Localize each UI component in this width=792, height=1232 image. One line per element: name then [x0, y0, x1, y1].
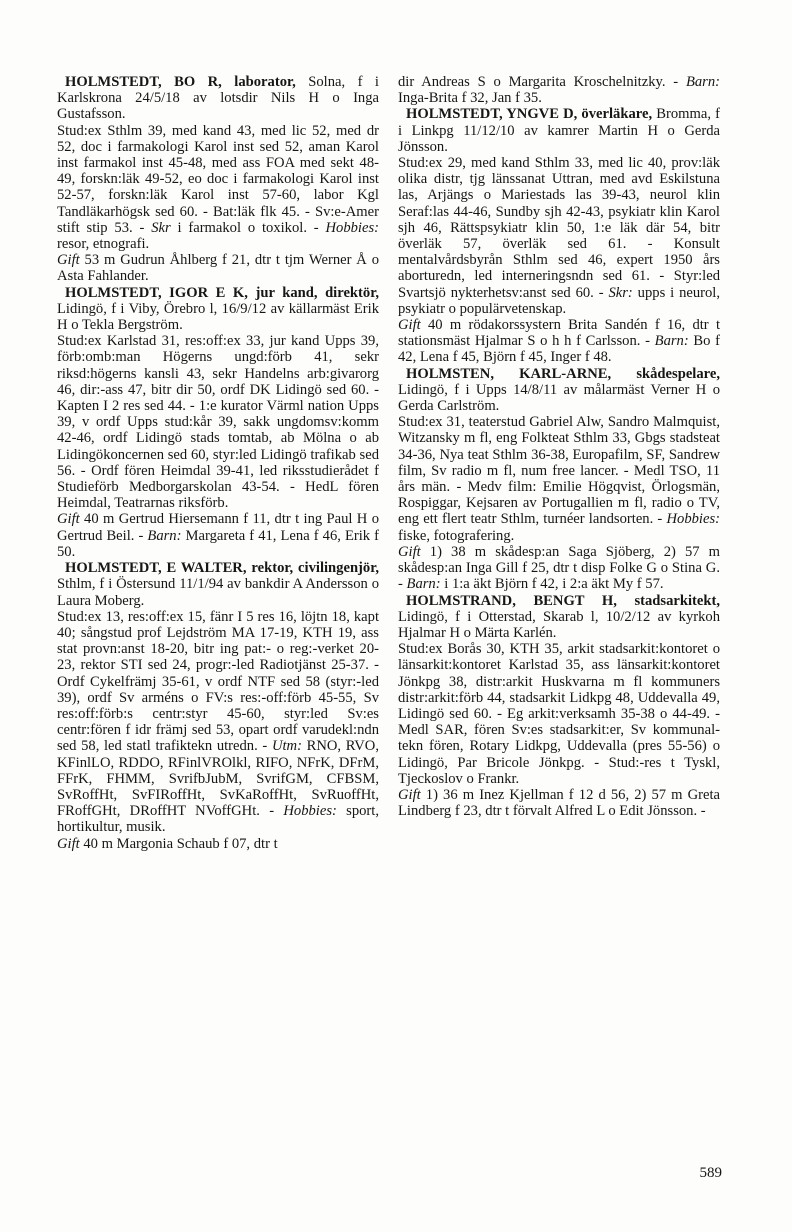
hobbies-label: Hobbies: [283, 803, 337, 820]
skr-label: Skr [151, 219, 171, 236]
gift-text: 53 m Gudrun Åhlberg f 21, dtr t tjm Werner Å o Asta Fahlander. [57, 252, 379, 285]
utm-label: Utm: [271, 738, 302, 755]
barn-text: Bo f 42, Lena f 45, Björn f 45, Inger f 48. [398, 333, 720, 366]
skr-text: upps i neurol, psykiatr o populärvetenskap. [398, 284, 720, 317]
entry-birth: Lidingö, f i Upps 14/8/11 av målarmäst Verner H o Gerda Carlström. [398, 381, 720, 415]
entry-intro [57, 74, 379, 123]
entry-study: Stud:ex Borås 30, KTH 35, arkit stadsarkit:kontoret o länsarkit:kontoret Karlstad 35, ass länsarkit:kontoret Jönkpg 38, distr:arkit Huskvarna m fl kommuners distr:arkit:förb 44, stadsarkit Lidkpg 48, Uddevalla 49, Lidingö sed 60. - Eg arkit:verksamh 35-38 o 44-49. - Medl SAR, fören Sv:es stadsarkit:er, Sv kommunal-tekn fören, Rotary Lidkpg, Uddevalla (pres 55-56) o Lidingö, Par Bricole Jönkpg. - Stud:-res t Tyskl, Tjeckoslov o Frankr. [398, 641, 720, 787]
barn-label: Barn: [685, 74, 721, 90]
entry-intro [398, 106, 720, 155]
entry-study-text: Stud:ex 13, res:off:ex 15, fänr I 5 res 16, löjtn 18, kapt 40; sångstud prof Lejdström MA 17-19, KTH 19, ass stat provn:anst 18-20, bitr ing pat:- o reg:-verket 20-23, rektor STI sed 24, progr:-led Radiotjänst 25-37. - Ordf Cykelfrämj 35-61, v ordf NTF sed 58 (styr:-led 39), ordf Sv arméns o FV:s res:-off:förb 45-55, Sv res:off:förb:s centr:styr 45-60, styr:led Sv:es centr:fören f idr främj sed 53, opart ordf varudekl:ndn sed 58, led statl trafiktekn utredn. - [57, 608, 379, 755]
gift-label: Gift [398, 786, 421, 803]
entry-continuation [398, 74, 720, 106]
barn-text: i 1:a äkt Björn f 42, i 2:a äkt My f 57. [440, 576, 664, 593]
left-column [57, 74, 379, 852]
gift-text: 40 m Gertrud Hiersemann f 11, dtr t ing Paul H o Gertrud Beil. - [57, 511, 379, 544]
entry-study-text: Stud:ex 29, med kand Sthlm 33, med lic 40, prov:läk olika distr, tjg länssanat Uttran, med avd Eskilstuna las, Arjängs o Mariestads las 39-43, neurol klin Seraf:las 44-46, Sundby sjh 42-43, psykiatr klin Karol sjh 46, Rättspsykiatr klin 50, 1:e läk där 54, bitr överläk 57, överläk sed 61. - Konsult mentalvårdsbyrån Sthlm sed 46, expert 1950 års aborturedn, led interneringsndn sed 61. - Styr:led Svartsjö nykterhetsv:anst sed 60. - [398, 155, 720, 301]
barn-label: Barn: [147, 527, 182, 544]
entry-holmstedt-bo [57, 74, 379, 285]
entry-intro [57, 560, 379, 609]
gift-text: 1) 36 m Inez Kjellman f 12 d 56, 2) 57 m Greta Lindberg f 23, dtr t förvalt Alfred L o Edit Jönsson. - [398, 786, 720, 820]
entry-heading: HOLMSTEDT, IGOR E K, jur kand, direktör, [65, 284, 379, 301]
entry-study-text: Stud:ex Sthlm 39, med kand 43, med lic 52, med dr 52, doc i farmakologi Karol inst sed 52, aman Karol inst farmakol inst 45-48, med ass FOA med sekt 48-49, forskn:läk 49-52, eo doc i farmakologi Karol inst 52-57, forskn:läk Karol inst 57-60, labor Kgl Tandläkarhögsk sed 60. - Bat:läk flk 45. - Sv:e-Amer stift stip 53. - [57, 122, 379, 236]
entry-marriage [57, 252, 379, 284]
page-number: 589 [699, 1165, 722, 1181]
entry-birth: Solna, f i Karlskrona 24/5/18 av lotsdir Nils H o Inga Gustafsson. [57, 74, 379, 123]
entry-study [398, 414, 720, 544]
entry-birth: Lidingö, f i Otterstad, Skarab l, 10/2/12 av kyrkoh Hjalmar H o Märta Karlén. [398, 608, 720, 641]
gift-label: Gift [398, 317, 421, 334]
barn-text: Margareta f 41, Lena f 46, Erik f 50. [57, 527, 379, 560]
hobbies-text: fiske, fotografering. [398, 527, 515, 544]
entry-holmstedt-yngve [398, 106, 720, 365]
entry-heading: HOLMSTEDT, E WALTER, rektor, civilingenjör, [65, 560, 379, 577]
right-column [398, 74, 720, 819]
entry-holmstrand-bengt [398, 593, 720, 820]
barn-label: Barn: [654, 333, 689, 350]
barn-label: Barn: [406, 576, 441, 593]
entry-marriage [57, 511, 379, 560]
entry-heading: HOLMSTEDT, BO R, laborator, [65, 74, 296, 90]
skr-label: Skr: [608, 284, 633, 301]
entry-intro [398, 593, 720, 642]
skr-text: i farmakol o toxikol. - [170, 219, 319, 236]
barn-text: Inga-Brita f 32, Jan f 35. [398, 90, 542, 107]
entry-birth: Lidingö, f i Viby, Örebro l, 16/9/12 av källarmäst Erik H o Tekla Bergström. [57, 300, 379, 334]
gift-label: Gift [398, 543, 421, 560]
entry-holmstedt-walter [57, 560, 379, 852]
gift-text: 40 m Margonia Schaub f 07, dtr t [79, 835, 278, 852]
entry-study: Stud:ex Karlstad 31, res:off:ex 33, jur kand Upps 39, förb:omb:man Högerns ungd:förb 41, sekr riksd:högerns kansli 43, sekr Handelns arb:givarorg 46, dir:-ass 47, bitr dir 50, ordf DK Lidingö sed 60. - Kapten I 2 res sed 44. - 1:e kurator Värml nation Upps 39, v ordf Upps stud:kår 39, sakk ungdomsv:komm 42-46, ordf Lidingö stads tomtab, ab Mölna o ab Lidingökoncernen sed 60, styr:led Lidingö trafikab sed 56. - Ordf fören Heimdal 39-41, led riksstudierådet f Studieförb Medborgarskolan 43-54. - HedL fören Heimdal, Teatrarnas riksförb. [57, 333, 379, 512]
gift-text: 40 m rödakorssystern Brita Sandén f 16, dtr t stationsmäst Hjalmar S o h h f Carlsson. - [398, 317, 720, 350]
entry-study [57, 609, 379, 836]
entry-marriage [398, 317, 720, 366]
entry-holmstedt-igor [57, 285, 379, 560]
entry-marriage [398, 787, 720, 819]
entry-study [57, 123, 379, 253]
gift-text: 1) 38 m skådesp:an Saga Sjöberg, 2) 57 m skådesp:an Inga Gill f 25, dtr t disp Folke G o Stina G. - [398, 543, 720, 593]
continuation-text: dir Andreas S o Margarita Kroschelnitzky. - [398, 74, 679, 90]
gift-label: Gift [57, 252, 80, 269]
entry-holmsten-karl-arne [398, 366, 720, 593]
entry-birth: Bromma, f i Linkpg 11/12/10 av kamrer Martin H o Gerda Jönsson. [398, 106, 720, 155]
gift-label: Gift [57, 511, 80, 528]
entry-study [398, 155, 720, 317]
entry-marriage [57, 836, 379, 852]
entry-marriage [398, 544, 720, 593]
entry-intro [398, 366, 720, 415]
hobbies-label: Hobbies: [666, 511, 720, 528]
hobbies-text: resor, etnografi. [57, 236, 150, 253]
utm-text: RNO, RVO, KFinlLO, RDDO, RFinlVROlkl, RIFO, NFrK, DFrM, FFrK, FHMM, SvrifbJubM, SvrifGM, CFBSM, SvRoffHt, SvFIRoffHt, SvKaRoffHt, SvRuoffHt, FRoffGHt, DRoffHT NVoffGHt. - [57, 738, 379, 820]
entry-intro [57, 285, 379, 334]
gift-label: Gift [57, 835, 80, 852]
hobbies-label: Hobbies: [325, 219, 379, 236]
entry-heading: HOLMSTEN, KARL-ARNE, skådespelare, [406, 365, 720, 382]
entry-continuation-text [398, 74, 720, 106]
entry-birth: Sthlm, f i Östersund 11/1/94 av bankdir A Andersson o Laura Moberg. [57, 576, 379, 609]
hobbies-text: sport, hortikultur, musik. [57, 803, 379, 836]
entry-heading: HOLMSTRAND, BENGT H, stadsarkitekt, [406, 592, 720, 609]
entry-heading: HOLMSTEDT, YNGVE D, överläkare, [406, 106, 653, 123]
entry-study-text: Stud:ex 31, teaterstud Gabriel Alw, Sandro Malmquist, Witzansky m fl, eng Folkteat Sthlm 33, Gbgs stadsteat 34-36, Nya teat Sthlm 36-38, Europafilm, SF, Sandrew film, Sv radio m fl, num free lancer. - Medl TSO, 11 års män. - Medv film: Emilie Högqvist, Örlogsmän, Rospiggar, Kejsaren av Portugallien m fl, radio o TV, eng ett flert teatr Sthlm, turnéer landsorten. - [398, 414, 720, 528]
